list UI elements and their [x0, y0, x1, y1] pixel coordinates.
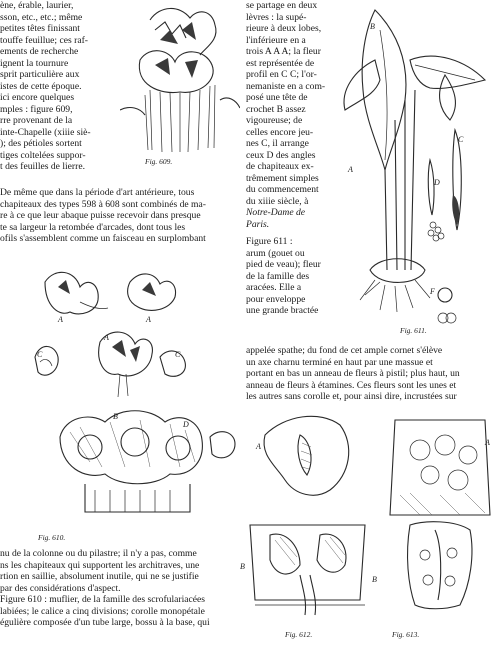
text-line: ignent la tournure [0, 57, 69, 69]
text-right-column [246, 0, 341, 317]
text-line: touffe feuillue; ces raf- [0, 34, 88, 46]
text-line: du commencement [246, 184, 319, 195]
text-line: aracées. Elle a [246, 282, 302, 293]
figure-612-illustration [245, 405, 380, 620]
fig613-label-a: A [485, 438, 490, 447]
text-line: istes de cette époque. [0, 80, 82, 92]
text-line: se partage en deux [246, 0, 318, 11]
text-line: pied de veau); fleur [246, 259, 321, 270]
text-line: rre provenant de la [0, 115, 73, 126]
fig610-label-c1: C [37, 350, 43, 359]
figure-609-illustration [120, 0, 240, 165]
text-line: rieure à deux lobes, [246, 23, 322, 34]
figure-611-illustration [335, 0, 500, 330]
figure-609-caption: Fig. 609. [145, 157, 173, 166]
text-line: nemaniste en a com- [246, 80, 326, 92]
text-line: ements de recherche [0, 46, 79, 57]
text-line: est représentée de [246, 57, 315, 69]
text-line: Figure 610 : muflier, de la famille des scrofulariacées [0, 594, 206, 605]
text-line: pour enveloppe [246, 293, 306, 305]
fig610-label-a1: A [58, 315, 63, 324]
text-line: ); des pétioles sortent [0, 138, 82, 149]
fig613-label-b: B [372, 575, 377, 584]
text-line: trêmement simples [246, 172, 319, 184]
text-line: nes C, il arrange [246, 138, 309, 149]
text-line: du xiiie siècle, à [246, 195, 309, 207]
figure-610-caption: Fig. 610. [38, 533, 66, 542]
text-top-left [0, 0, 125, 173]
text-line: tiges coltelées suppor- [0, 149, 86, 161]
text-line: portant en bas un anneau de fleurs à pistil; plus haut, un [246, 368, 460, 379]
fig610-label-a3: A [104, 333, 109, 342]
text-line: posé une tête de [246, 92, 308, 103]
fig612-label-a: A [256, 442, 261, 451]
fig611-label-f: F [430, 287, 435, 296]
fig611-label-b: B [370, 22, 375, 31]
text-line: trois A A A; la fleur [246, 46, 321, 57]
text-line: anneau de fleurs à étamines. Ces fleurs sont les unes et [246, 379, 457, 391]
fig610-label-a2: A [146, 315, 151, 324]
text-line: lèvres : la supé- [246, 11, 307, 23]
text-right-wide-paragraph [246, 345, 500, 403]
text-line: égulière composée d'un tube large, bossu à la base, qui [0, 617, 210, 628]
text-line: Figure 611 : [246, 236, 293, 247]
text-line: ici encore quelques [0, 92, 75, 103]
text-line: l'inférieure en a [246, 34, 306, 46]
text-middle-paragraph [0, 187, 245, 245]
text-line: profil en C C; l'or- [246, 69, 317, 80]
figure-611-caption: Fig. 611. [400, 326, 427, 335]
text-line: Paris. [246, 218, 270, 230]
text-line: petites têtes finissant [0, 23, 80, 34]
text-line: vigoureuse; de [246, 115, 303, 126]
fig611-label-d: D [434, 178, 440, 187]
text-line: de la famille des [246, 270, 310, 282]
text-line: sson, etc., etc.; même [0, 11, 83, 23]
figure-613-caption: Fig. 613. [392, 630, 420, 639]
text-line: rtion en saillie, absolument inutile, qui ne se justifie [0, 571, 199, 582]
text-line: nu de la colonne ou du pilastre; il n'y a pas, comme [0, 548, 197, 559]
text-line: ofils s'assemblent comme un faisceau en surplombant [0, 233, 206, 244]
text-line: mples : figure 609, [0, 103, 73, 115]
fig610-label-b: B [113, 412, 118, 421]
text-line: ène, érable, laurier, [0, 0, 74, 11]
text-line: sprit particulière aux [0, 69, 80, 80]
text-line: les autres sans corolle et, pour ainsi dire, incrustées sur [246, 391, 457, 402]
text-line: crochet B assez [246, 103, 306, 115]
text-line: De même que dans la période d'art antérieure, tous [0, 187, 195, 198]
text-bottom-left-paragraph [0, 548, 245, 629]
fig612-label-b: B [240, 562, 245, 571]
text-line: te sa largeur la retombée d'arcades, dont tous les [0, 221, 186, 233]
text-line: labiées; le calice a cinq divisions; corolle monopétale [0, 605, 205, 617]
fig610-label-d: D [183, 420, 189, 429]
text-line: inte-Chapelle (xiiie siè- [0, 126, 91, 138]
text-line: chapiteaux des types 598 à 608 sont combinés de ma- [0, 198, 206, 210]
text-line: Notre-Dame de [246, 207, 306, 218]
figure-610-illustration [30, 262, 245, 532]
text-line: arum (gouet ou [246, 247, 305, 259]
text-line: par des considérations d'aspect. [0, 582, 121, 594]
figure-613-illustration [380, 405, 500, 620]
text-line: un axe charnu terminé en haut par une massue et [246, 356, 433, 368]
fig611-label-c: C [458, 135, 464, 144]
text-line: appelée spathe; du fond de cet ample cornet s'élève [246, 345, 443, 356]
text-line: ns les chapiteaux qui supportent les architraves, une [0, 559, 200, 571]
text-line: de chapiteaux ex- [246, 161, 314, 172]
text-line: celles encore jeu- [246, 126, 314, 138]
text-line: re à ce que leur abaque puisse recevoir dans presque [0, 210, 201, 221]
figure-612-caption: Fig. 612. [285, 630, 313, 639]
fig610-label-c2: C [175, 350, 181, 359]
fig611-label-a: A [348, 165, 353, 174]
text-line: ceux D des angles [246, 149, 316, 161]
text-line: une grande bractée [246, 305, 319, 316]
text-line: t des feuilles de lierre. [0, 161, 85, 172]
